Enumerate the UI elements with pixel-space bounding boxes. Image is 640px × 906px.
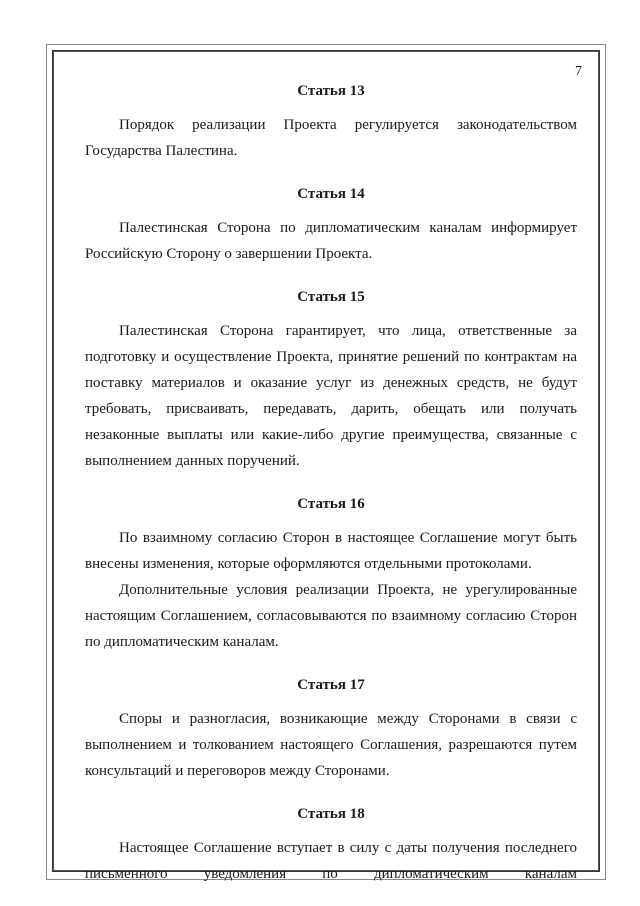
- article-heading: Статья 16: [297, 496, 365, 512]
- article-heading: Статья 13: [297, 83, 365, 99]
- article-paragraph: Палестинская Сторона гарантирует, что лица, ответственные за подготовку и осуществление Проекта, принятие решений по контрактам на поставку материалов и оказание услуг из денежных средств, не будут требовать, присваивать, передавать, дарить, обещать или получать незаконные выплаты или какие-либо другие преимущества, связанные с выполнением данных поручений.: [85, 323, 577, 469]
- page-number: 7: [575, 64, 582, 79]
- article-17: [85, 674, 577, 784]
- article-13: [85, 80, 577, 164]
- article-14: [85, 183, 577, 267]
- article-heading: Статья 15: [297, 289, 365, 305]
- article-15: [85, 286, 577, 474]
- article-paragraph: По взаимному согласию Сторон в настоящее Соглашение могут быть внесены изменения, которые оформляются отдельными протоколами.: [85, 530, 577, 572]
- article-paragraph: Дополнительные условия реализации Проекта, не урегулированные настоящим Соглашением, согласовываются по взаимному согласию Сторон по дипломатическим каналам.: [85, 582, 577, 650]
- article-paragraph: Палестинская Сторона по дипломатическим каналам информирует Российскую Сторону о завершении Проекта.: [85, 220, 577, 262]
- article-heading: Статья 18: [297, 806, 365, 822]
- article-heading: Статья 17: [297, 677, 365, 693]
- document-body: [85, 80, 577, 906]
- article-paragraph: Порядок реализации Проекта регулируется законодательством Государства Палестина.: [85, 117, 577, 159]
- article-paragraph: Настоящее Соглашение вступает в силу с даты получения последнего письменного уведомления по дипломатическим каналам: [85, 840, 577, 882]
- article-18: [85, 803, 577, 887]
- article-paragraph: Споры и разногласия, возникающие между Сторонами в связи с выполнением и толкованием настоящего Соглашения, разрешаются путем консультаций и переговоров между Сторонами.: [85, 711, 577, 779]
- article-16: [85, 493, 577, 655]
- article-heading: Статья 14: [297, 186, 365, 202]
